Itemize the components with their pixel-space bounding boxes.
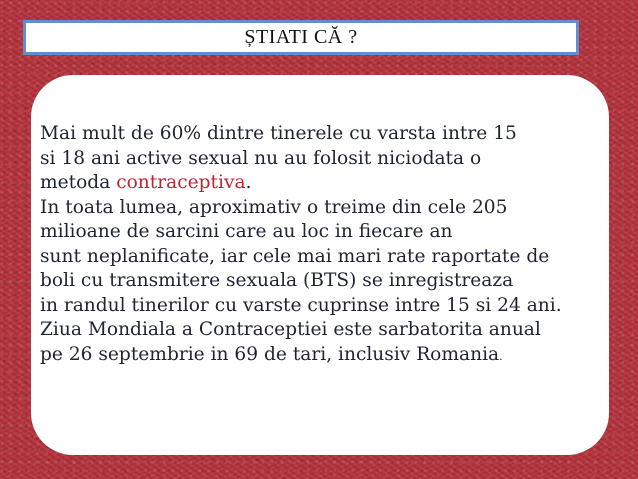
text-line-2: si 18 ani active sexual nu au folosit niciodata o bbox=[40, 147, 482, 169]
text-line-3 bbox=[40, 171, 630, 196]
text-line-10-end: . bbox=[499, 349, 503, 363]
text-line-4: In toata lumea, aproximativ o treime din cele 205 bbox=[40, 196, 508, 218]
text-line-8: in randul tinerilor cu varste cuprinse intre 15 si 24 ani. bbox=[40, 294, 562, 316]
text-line-5: milioane de sarcini care au loc in fiecare an bbox=[40, 221, 453, 242]
text-line-3-end: . bbox=[245, 172, 252, 193]
body-text bbox=[40, 122, 630, 369]
text-line-3-start: metoda bbox=[40, 172, 117, 193]
title-box bbox=[23, 20, 579, 55]
text-line-1: Mai mult de 60% dintre tinerele cu varsta intre 15 bbox=[40, 123, 517, 144]
text-line-9: Ziua Mondiala a Contraceptiei este sarbatorita anual bbox=[40, 319, 541, 340]
highlight-word: contraceptiva bbox=[116, 172, 246, 193]
text-line-10-main: pe 26 septembrie in 69 de tari, inclusiv Romania bbox=[40, 343, 500, 365]
text-line-7: boli cu transmitere sexuala (BTS) se inregistreaza bbox=[40, 270, 514, 291]
slide-title: ȘTIATI CĂ ? bbox=[244, 26, 358, 48]
text-line-6: sunt neplanificate, iar cele mai mari rate raportate de bbox=[40, 245, 550, 267]
text-line-10 bbox=[40, 343, 630, 370]
